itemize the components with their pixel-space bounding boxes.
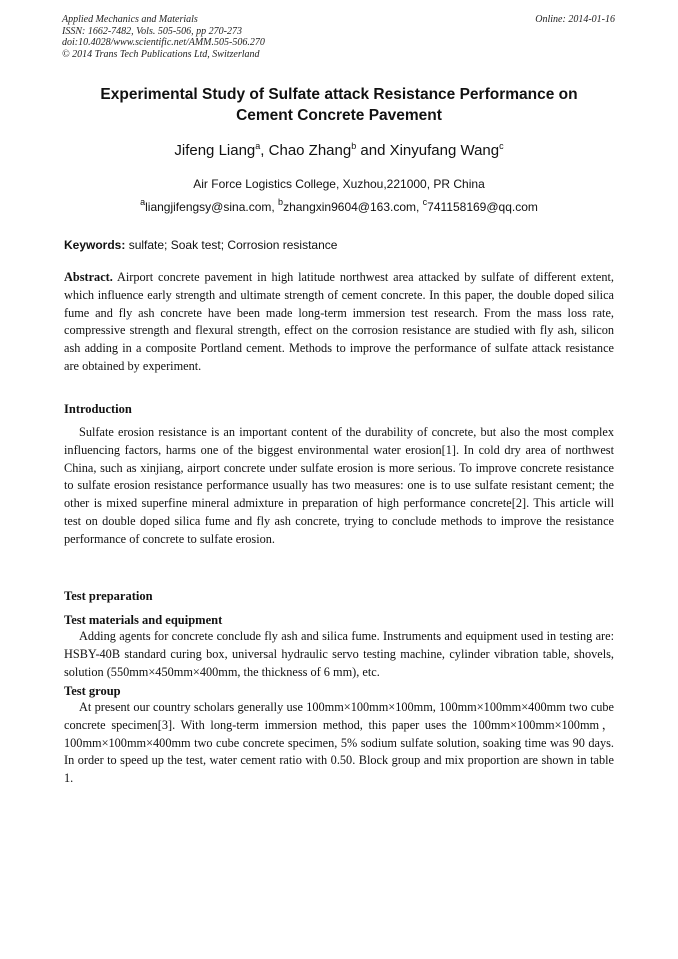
email-link[interactable]: zhangxin9604@163.com bbox=[283, 200, 416, 214]
email-link[interactable]: 741158169@qq.com bbox=[427, 200, 538, 214]
author-sup: a bbox=[255, 141, 261, 151]
author-name: Chao Zhang bbox=[268, 142, 352, 159]
abstract-text: Airport concrete pavement in high latitude northwest area attacked by sulfate of different extent, which influence early strength and ultimate strength of cement concrete. In this paper, the double doped silica fume and fly ash concrete have been made long-term immersion test research. From the mass loss rate, compressive strength and flexural strength, effect on the corrosion resistance are studied with fly ash, silicon ash adding in a composite Portland cement. Methods to improve the performance of sulfate attack resistance are obtained by experiment. bbox=[64, 270, 614, 373]
test-group-paragraph: At present our country scholars generally use 100mm×100mm×100mm, 100mm×100mm×400mm two cube concrete specimen[3]. With long-term immersion method, this paper uses the 100mm×100mm×100mm，100mm×100mm×400mm two cube concrete specimen, 5% sodium sulfate solution, soaking time was 90 days. In order to speed up the test, water cement ratio with 0.50. Block group and mix proportion are shown in table 1. bbox=[64, 700, 614, 786]
journal-name: Applied Mechanics and Materials bbox=[62, 14, 198, 25]
issn-line: ISSN: 1662-7482, Vols. 505-506, pp 270-273 bbox=[62, 25, 242, 37]
keywords bbox=[64, 238, 616, 252]
subsection-title-test-group: Test group bbox=[64, 684, 121, 698]
author-name: Jifeng Liang bbox=[174, 142, 256, 159]
subsection-title-materials: Test materials and equipment bbox=[64, 613, 223, 627]
email-link[interactable]: liangjifengsy@sina.com bbox=[145, 200, 272, 214]
email-sup: c bbox=[422, 197, 428, 207]
paper-title bbox=[60, 84, 618, 126]
keywords-text: sulfate; Soak test; Corrosion resistance bbox=[125, 238, 338, 252]
email-sup: a bbox=[140, 197, 146, 207]
introduction-paragraph: Sulfate erosion resistance is an important content of the durability of concrete, but also the most complex influencing factors, harms one of the biggest environmental water erosion[1]. In cold dry area of northwest China, such as xinjiang, airport concrete under sulfate erosion is more serious. To improve concrete resistance to sulfate erosion resistance performance usually has two measures: one is to use sulfate resistant cement; the other is mixed superfine mineral admixture in preparation of high performance concrete[2]. This article will test on double doped silica fume and fly ash concrete, trying to conclude methods to improve the resistance performance of concrete to sulfate erosion. bbox=[64, 425, 614, 546]
abstract-label: Abstract. bbox=[64, 270, 113, 284]
author-sup: b bbox=[351, 141, 357, 151]
email-separator: , bbox=[271, 200, 279, 214]
copyright-line: © 2014 Trans Tech Publications Ltd, Switzerland bbox=[62, 48, 260, 60]
author-separator: and bbox=[356, 142, 390, 159]
materials-paragraph: Adding agents for concrete conclude fly ash and silica fume. Instruments and equipment used in testing are: HSBY-40B standard curing box, universal hydraulic servo testing machine, cylinder vibration table, shovels, solution (550mm×450mm×400mm, the thickness of 6 mm), etc. bbox=[64, 629, 614, 679]
section-title-introduction: Introduction bbox=[64, 402, 132, 416]
affiliation: Air Force Logistics College, Xuzhou,221000, PR China bbox=[193, 177, 485, 191]
section-title-test-preparation: Test preparation bbox=[64, 589, 153, 603]
online-date: Online: 2014-01-16 bbox=[535, 14, 615, 25]
email-sup: b bbox=[278, 197, 284, 207]
abstract bbox=[64, 269, 614, 376]
email-separator: , bbox=[416, 200, 423, 214]
author-name: Xinyufang Wang bbox=[389, 142, 500, 159]
keywords-label: Keywords: bbox=[64, 238, 126, 252]
author-list bbox=[60, 142, 618, 160]
title-line-2: Cement Concrete Pavement bbox=[236, 107, 442, 124]
title-line-1: Experimental Study of Sulfate attack Resistance Performance on bbox=[100, 86, 578, 103]
author-sup: c bbox=[499, 141, 504, 151]
email-list bbox=[60, 197, 618, 214]
journal-header bbox=[62, 14, 265, 60]
doi-line: doi:10.4028/www.scientific.net/AMM.505-506.270 bbox=[62, 37, 265, 48]
author-separator: , bbox=[260, 142, 269, 159]
